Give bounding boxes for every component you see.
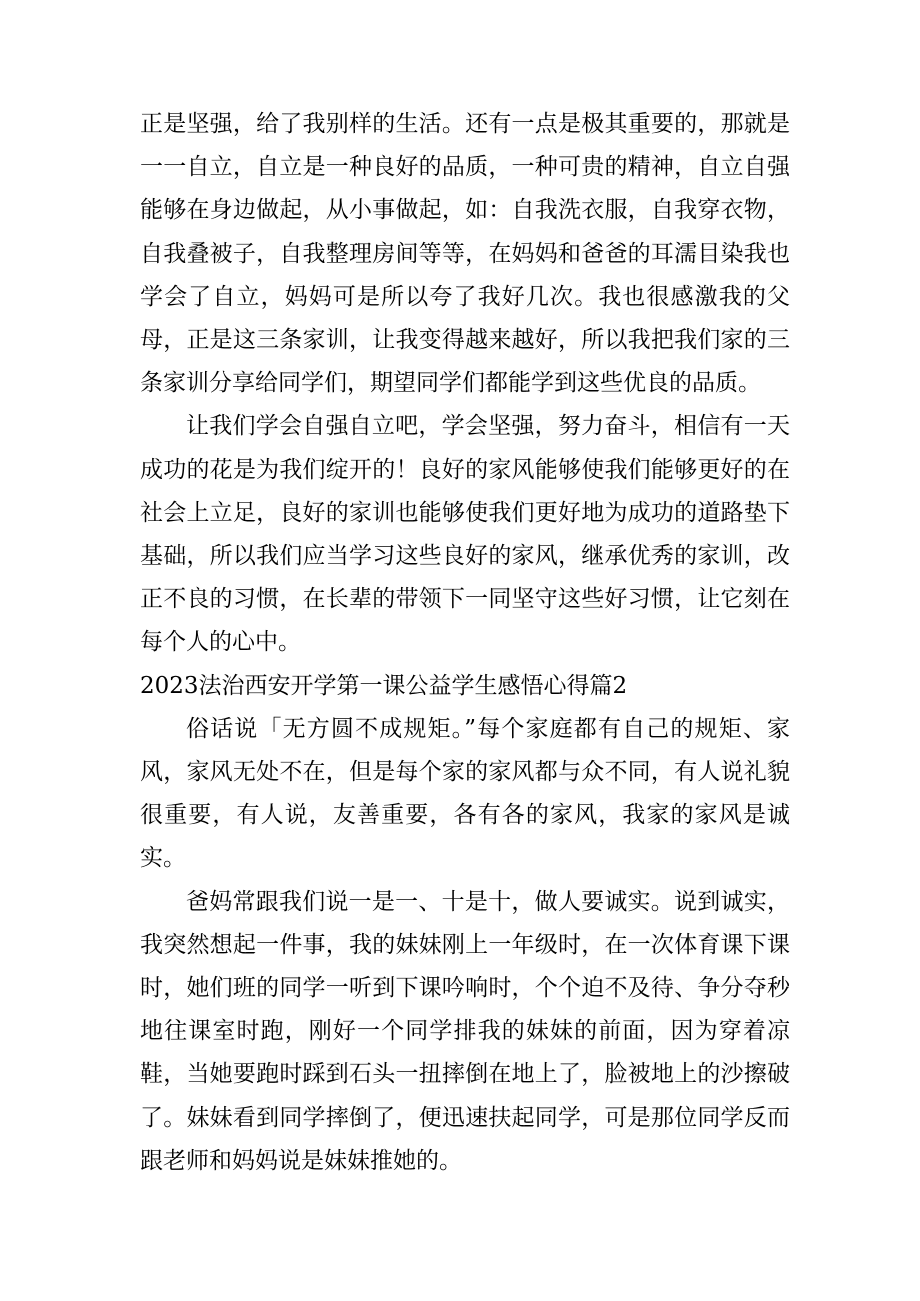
paragraph-continuation: 正是坚强，给了我别样的生活。还有一点是极其重要的，那就是一一自立，自立是一种良好的品质，一种可贵的精神，自立自强能够在身边做起，从小事做起，如：自我洗衣服，自我穿衣物，自我叠被子，自我整理房间等等，在妈妈和爸爸的耳濡目染我也学会了自立，妈妈可是所以夸了我好几次。我也很感激我的父母，正是这三条家训，让我变得越来越好，所以我把我们家的三条家训分享给同学们，期望同学们都能学到这些优良的品质。 xyxy=(140,111,790,397)
section-title: 2023法治西安开学第一课公益学生感悟心得篇2 xyxy=(140,672,628,699)
paragraph-honesty-story: 爸妈常跟我们说一是一、十是十，做人要诚实。说到诚实，我突然想起一件事，我的妹妹刚上一年级时，在一次体育课下课时，她们班的同学一听到下课吟响时，个个迫不及待、争分夺秒地往课室时跑，刚好一个同学排我的妹妹的前面，因为穿着凉鞋，当她要跑时踩到石头一扭摔倒在地上了，脸被地上的沙擦破了。妹妹看到同学摔倒了，便迅速扶起同学，可是那位同学反而跟老师和妈妈说是妹妹推她的。 xyxy=(140,888,790,1174)
paragraph-conclusion: 让我们学会自强自立吧，学会坚强，努力奋斗，相信有一天成功的花是为我们绽开的！良好的家风能够使我们能够更好的在社会上立足，良好的家训也能够使我们更好地为成功的道路垫下基础，所以我们应当学习这些良好的家风，继承优秀的家训，改正不良的习惯，在长辈的带领下一同坚守这些好习惯，让它刻在每个人的心中。 xyxy=(140,413,790,656)
paragraph-family-tradition: 俗话说「无方圆不成规矩。”每个家庭都有自己的规矩、家风，家风无处不在，但是每个家的家风都与众不同，有人说礼貌很重要，有人说，友善重要，各有各的家风，我家的家风是诚实。 xyxy=(140,715,790,872)
document-body xyxy=(140,103,790,1183)
